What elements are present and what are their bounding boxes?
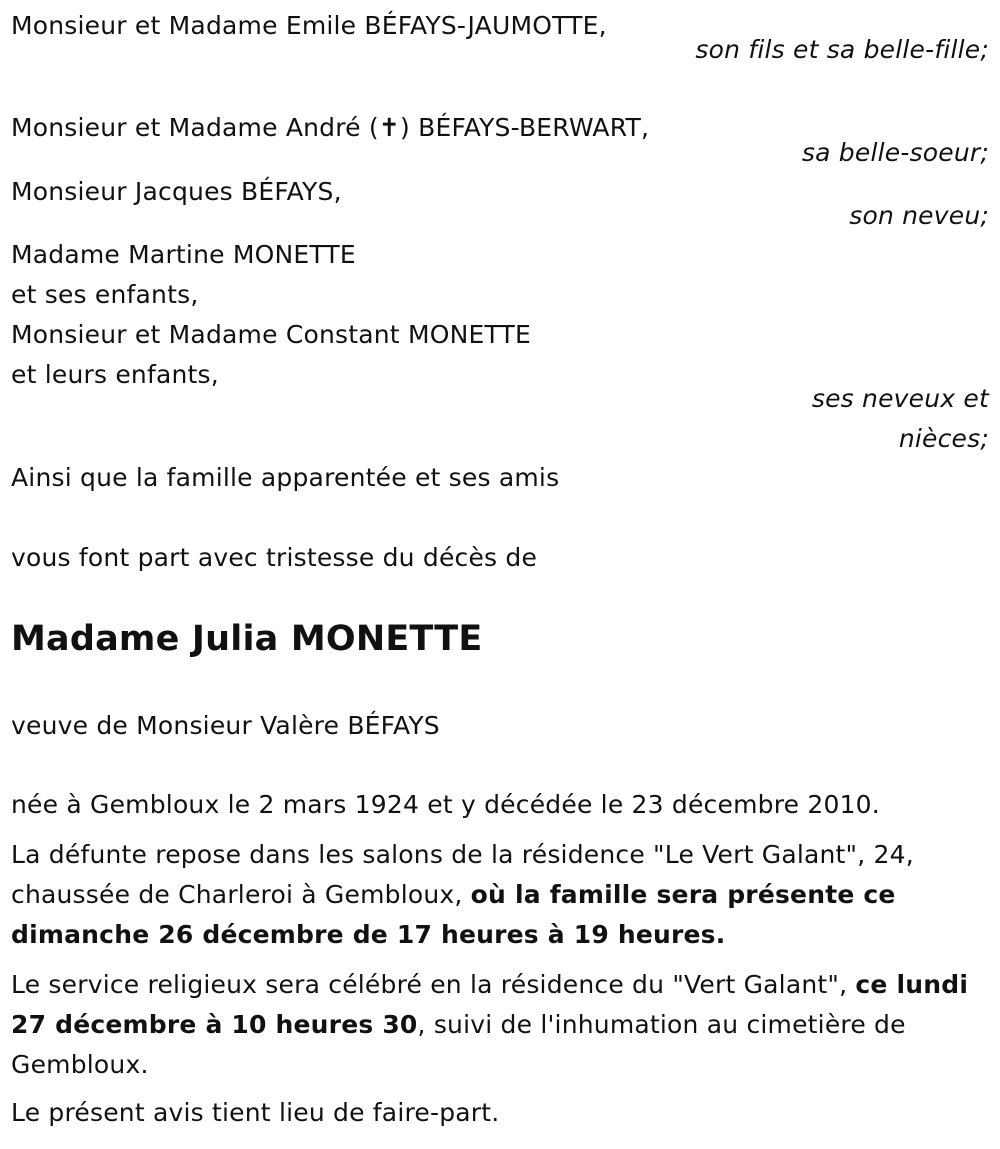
viewing-bold-text: où la famille sera présente ce dimanche 26 décembre de 17 heures à 19 heures. (11, 880, 896, 949)
viewing-paragraph (11, 835, 971, 955)
family-role-3: son neveu; (849, 201, 989, 230)
family-line-4: Madame Martine MONETTE (11, 240, 356, 269)
family-role-2: sa belle-soeur; (801, 138, 989, 167)
widow-of-text: veuve de Monsieur Valère BÉFAYS (11, 711, 440, 740)
family-line-5: et ses enfants, (11, 280, 199, 309)
announcement-text: vous font part avec tristesse du décès de (11, 543, 538, 572)
family-line-6: Monsieur et Madame Constant MONETTE (11, 320, 532, 349)
family-role-1: son fils et sa belle-fille; (695, 35, 989, 64)
birth-death-text: née à Gembloux le 2 mars 1924 et y décédée le 23 décembre 2010. (11, 790, 880, 819)
family-line-2: Monsieur et Madame André (✝) BÉFAYS-BERWART, (11, 113, 650, 142)
family-line-1: Monsieur et Madame Emile BÉFAYS-JAUMOTTE, (11, 11, 607, 40)
deceased-name: Madame Julia MONETTE (11, 619, 483, 659)
service-paragraph (11, 965, 996, 1085)
service-text-1: Le service religieux sera célébré en la résidence du "Vert Galant", (11, 970, 856, 999)
family-role-4: ses neveux et nièces; (811, 384, 989, 453)
family-line-7: et leurs enfants, (11, 360, 219, 389)
family-line-8: Ainsi que la famille apparentée et ses amis (11, 463, 560, 492)
service-bold-text: ce lundi 27 décembre à 10 heures 30 (11, 970, 969, 1039)
viewing-text: La défunte repose dans les salons de la résidence "Le Vert Galant", 24, chaussée de Charleroi à Gembloux, (11, 840, 914, 909)
service-text-2: , suivi de l'inhumation au cimetière de Gembloux. (11, 1010, 906, 1079)
family-line-3: Monsieur Jacques BÉFAYS, (11, 177, 342, 206)
closing-text: Le présent avis tient lieu de faire-part. (11, 1098, 500, 1127)
